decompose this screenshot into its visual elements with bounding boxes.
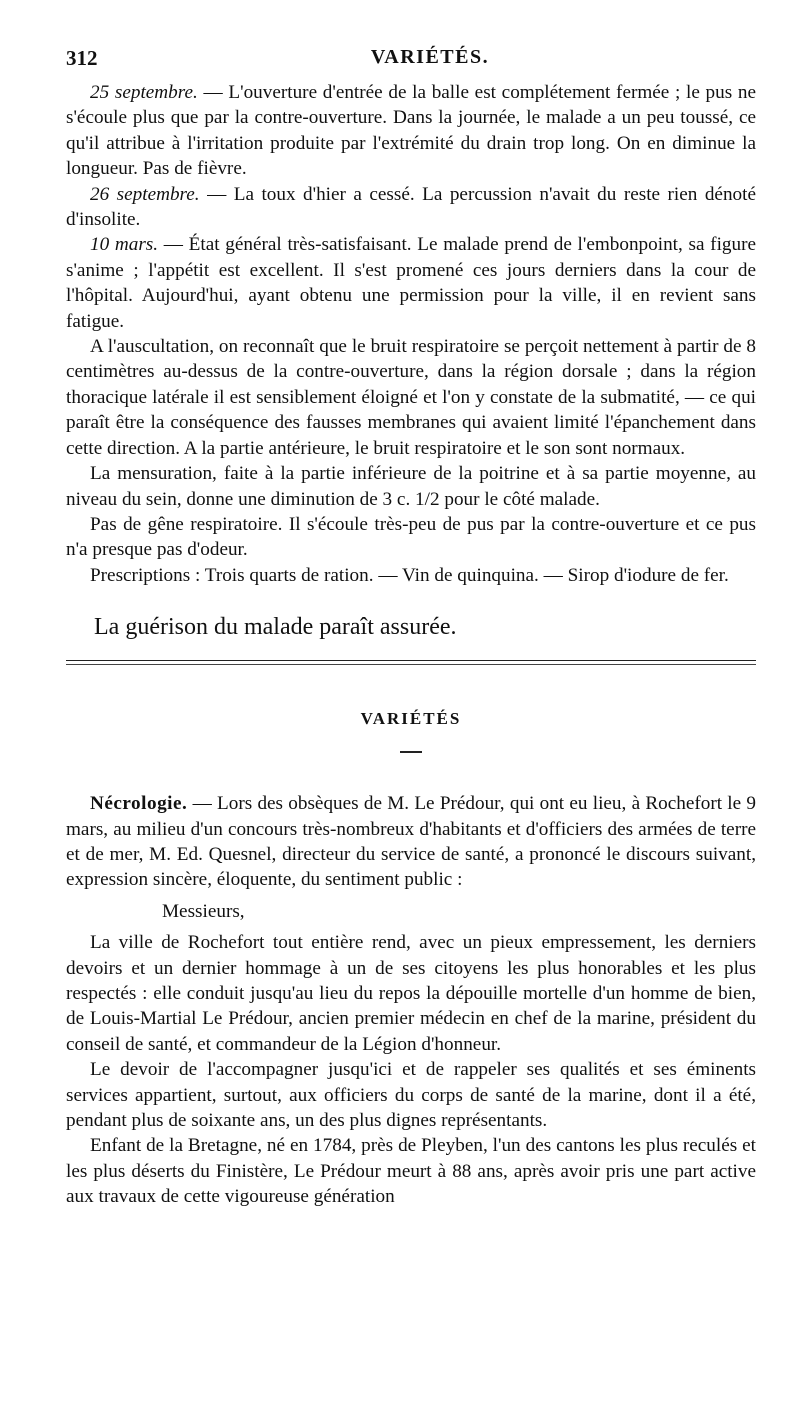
section-title: VARIÉTÉS [360,709,462,729]
necrology-intro-text: — Lors des obsèques de M. Le Prédour, qui ont eu lieu, à Rochefort le 9 mars, au milieu d'un concours très-nombreux d'habitants et d'officiers des armées de terre et de mer, M. Ed. Quesnel, directeur du service de santé, a prononcé le discours suivant, expression sincère, éloquente, du sentiment public : [66,793,756,891]
case-paragraph [66,80,756,182]
case-text: — La toux d'hier a cessé. La percussion n'avait du reste rien dénoté d'insolite. [66,183,756,231]
section-divider-thin [66,664,756,665]
case-date: 10 mars. [90,234,159,256]
case-paragraph [66,182,756,233]
necrology-lead: Nécrologie. [90,793,188,815]
case-conclusion: La guérison du malade paraît assurée. [94,614,457,641]
case-paragraph: La mensuration, faite à la partie inférieure de la poitrine et à sa partie moyenne, au niveau du sein, donne une diminution de 3 c. 1/2 pour le côté malade. [66,463,756,510]
case-text: — L'ouverture d'entrée de la balle est complétement fermée ; le pus ne s'écoule plus que par la contre-ouverture. Dans la journée, le malade a un peu toussé, ce qu'il attribue à l'irritation produite par l'extrémité du drain trop long. On en diminue la longueur. Pas de fièvre. [66,82,756,180]
case-text: — État général très-satisfaisant. Le malade prend de l'embonpoint, sa figure s'anime ; l'appétit est excellent. Il s'est promené ces jours derniers dans la cour de l'hôpital. Aujourd'hui, ayant obtenu une permission pour la ville, il en revient sans fatigue. [66,234,756,332]
speech-paragraph: Enfant de la Bretagne, né en 1784, près de Pleyben, l'un des cantons les plus reculés et les plus déserts du Finistère, Le Prédour meurt à 88 ans, après avoir pris une part active aux travaux de cette vigoureuse génération [66,1135,756,1208]
running-title: VARIÉTÉS. [370,46,490,68]
speech-paragraph: Le devoir de l'accompagner jusqu'ici et de rappeler ses qualités et ses éminents services appartient, surtout, aux officiers du corps de santé de la marine, dont il a été, pendant plus de soixante ans, un des plus dignes représentants. [66,1059,756,1131]
case-paragraph: Prescriptions : Trois quarts de ration. — Vin de quinquina. — Sirop d'iodure de fer. [90,564,729,586]
page-number: 312 [66,46,98,70]
case-paragraph [66,232,756,334]
case-date: 25 septembre. [90,82,198,103]
title-dash [400,751,422,753]
case-paragraph: A l'auscultation, on reconnaît que le bruit respiratoire se perçoit nettement à partir de 8 centimètres au-dessus de la contre-ouverture, dans la région dorsale ; dans la région thoracique latérale il est sensiblement éloigné et l'on y constate de la submatité, — ce qui paraît être la conséquence des fausses membranes qui avaient limité l'épanchement dans cette direction. A la partie antérieure, le bruit respiratoire et le son sont normaux. [66,336,756,459]
speech-salutation: Messieurs, [162,900,245,922]
necrology-block [66,791,756,1210]
case-paragraph: Pas de gêne respiratoire. Il s'écoule très-peu de pus par la contre-ouverture et ce pus n'a presque pas d'odeur. [66,513,756,561]
page-body [66,80,756,1210]
case-date: 26 septembre. [90,183,200,205]
section-divider [66,660,756,661]
speech-paragraph: La ville de Rochefort tout entière rend, avec un pieux empressement, les derniers devoirs et un dernier hommage à un de ses citoyens les plus honorables et les plus respectés : elle conduit jusqu'au lieu du repos la dépouille mortelle d'un homme de bien, de Louis-Martial Le Prédour, ancien premier médecin en chef de la marine, président du conseil de santé, et commandeur de la Légion d'honneur. [66,932,756,1055]
page-header [66,46,754,78]
necrology-intro [66,791,756,893]
